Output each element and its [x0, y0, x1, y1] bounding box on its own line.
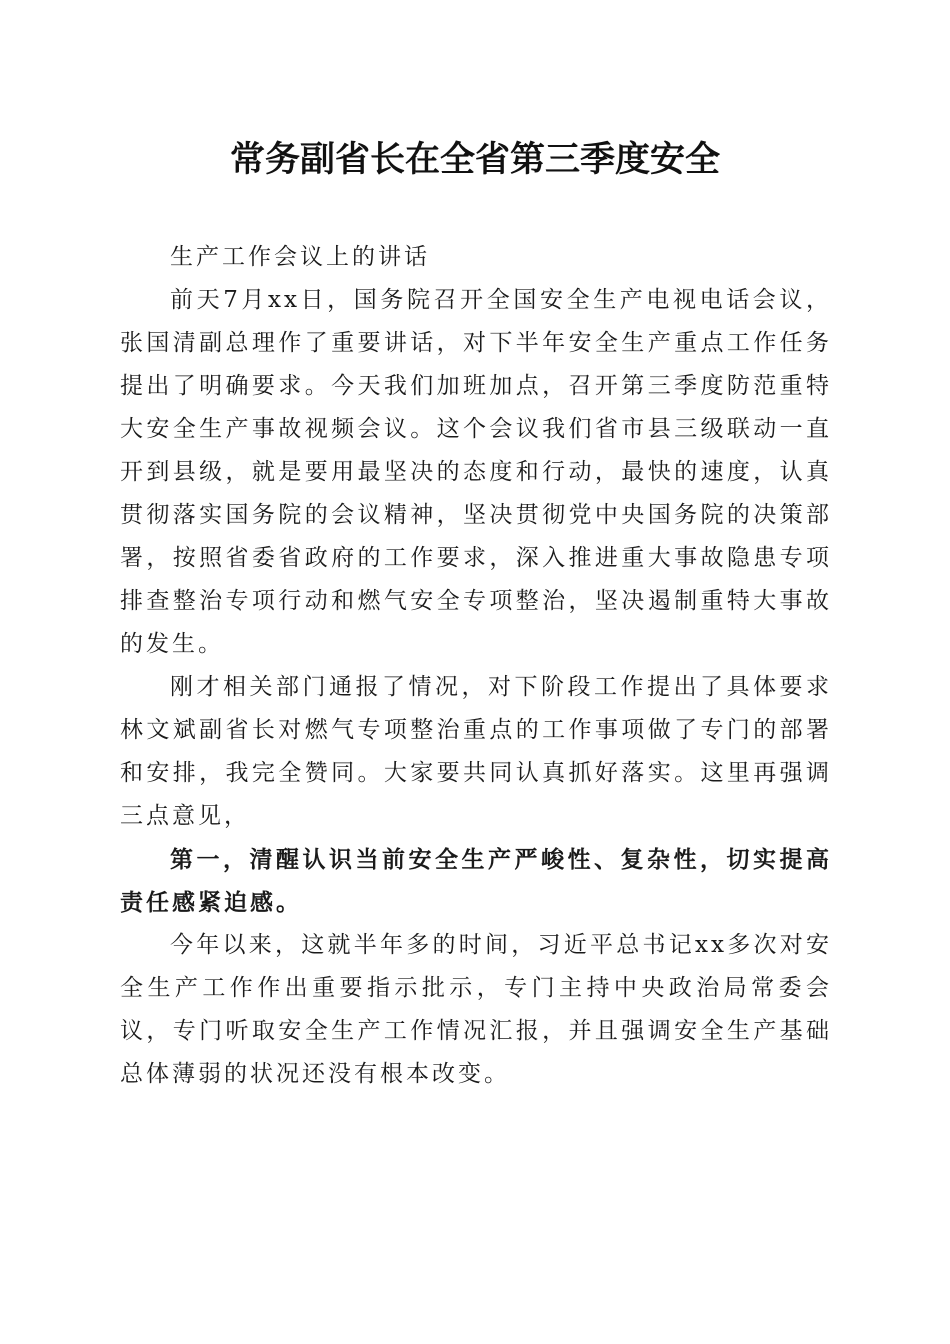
document-body [120, 236, 832, 1096]
paragraph-heading: 第一，清醒认识当前安全生产严峻性、复杂性，切实提高责任感紧迫感。 [120, 846, 832, 916]
document-title: 常务副省长在全省第三季度安全 [229, 139, 720, 180]
paragraph: 刚才相关部门通报了情况，对下阶段工作提出了具体要求林文斌副省长对燃气专项整治重点的工作事项做了专门的部署和安排，我完全赞同。大家要共同认真抓好落实。这里再强调三点意见， [120, 674, 832, 829]
paragraph: 前天7月xx日，国务院召开全国安全生产电视电话会议，张国清副总理作了重要讲话，对下半年安全生产重点工作任务提出了明确要求。今天我们加班加点，召开第三季度防范重特大安全生产事故视频会议。这个会议我们省市县三级联动一直开到县级，就是要用最坚决的态度和行动，最快的速度，认真贯彻落实国务院的会议精神，坚决贯彻党中央国务院的决策部署，按照省委省政府的工作要求，深入推进重大事故隐患专项排查整治专项行动和燃气安全专项整治，坚决遏制重特大事故的发生。 [120, 287, 832, 657]
paragraph-subtitle: 生产工作会议上的讲话 [170, 244, 430, 270]
paragraph: 今年以来，这就半年多的时间，习近平总书记xx多次对安全生产工作作出重要指示批示，专门主持中央政治局常委会议，专门听取安全生产工作情况汇报，并且强调安全生产基础总体薄弱的状况还没有根本改变。 [120, 932, 832, 1087]
